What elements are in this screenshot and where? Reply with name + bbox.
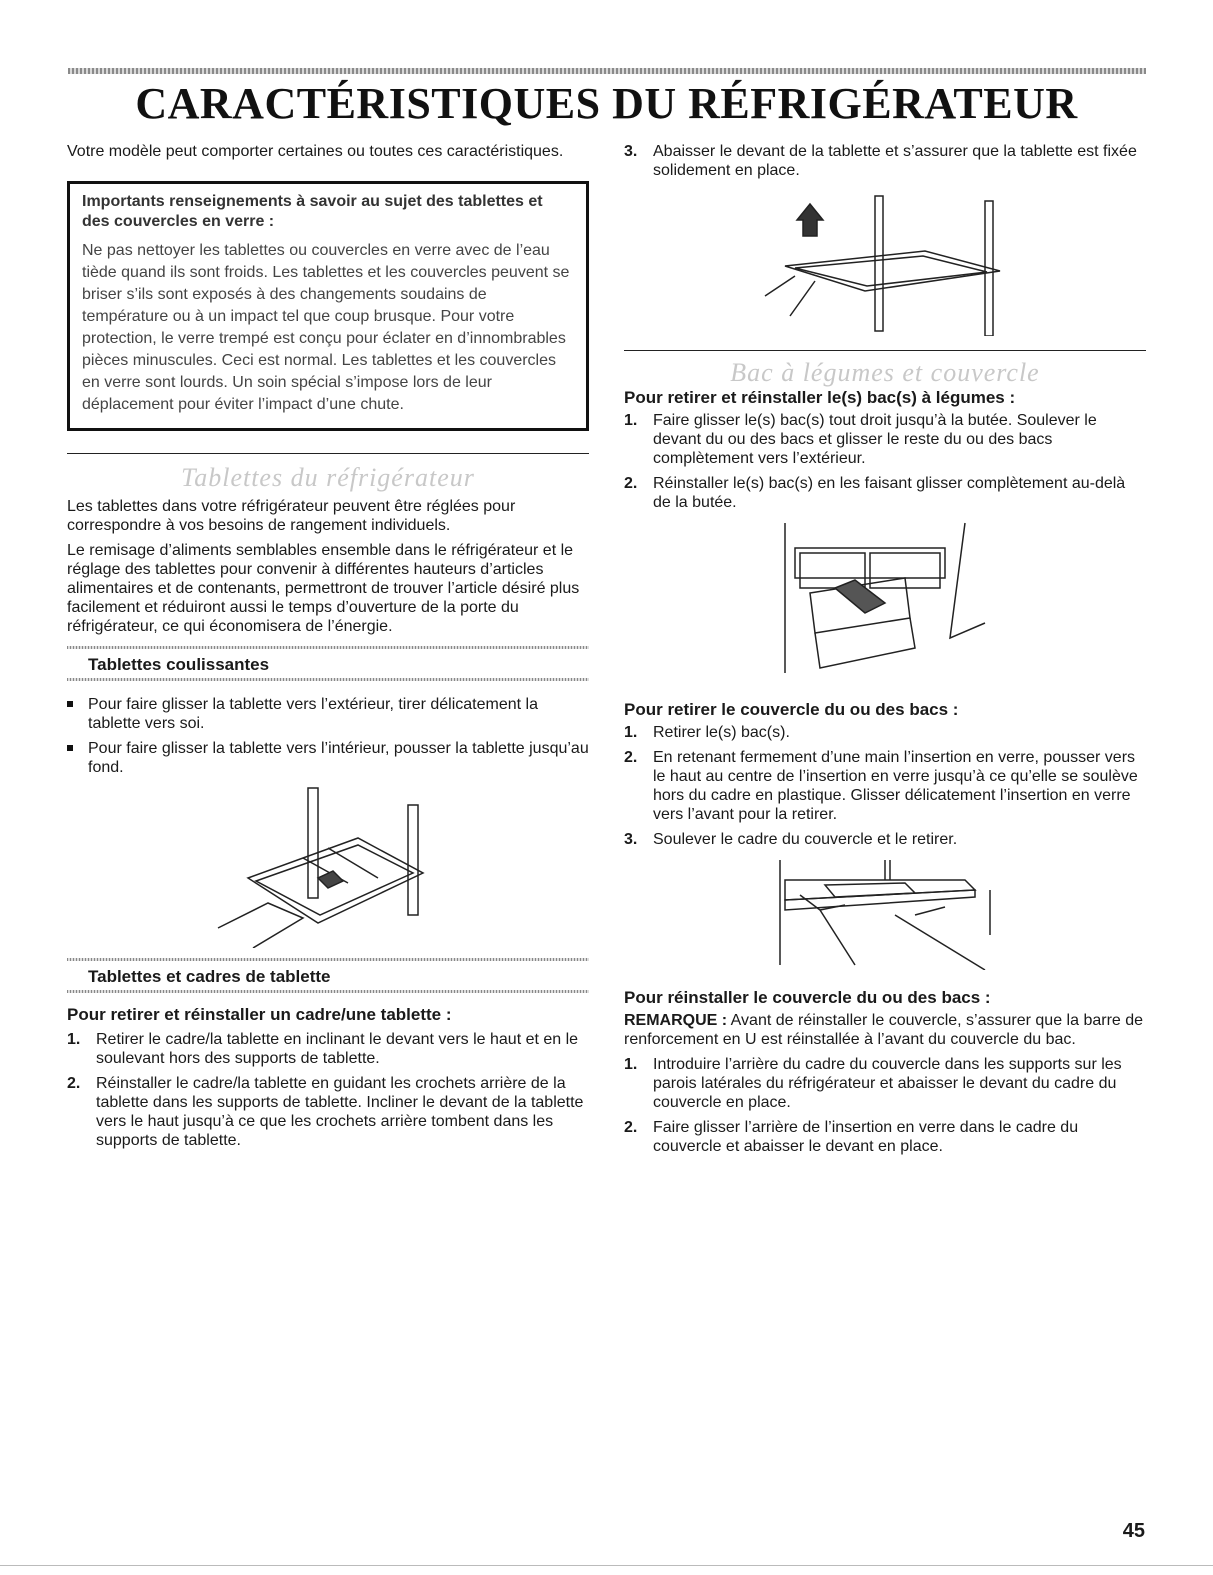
list-item: 3. Abaisser le devant de la tablette et s’assurer que la tablette est fixée solidement en place. — [624, 143, 1137, 179]
list-item: 2. Faire glisser l’arrière de l’insertion en verre dans le cadre du couvercle et abaisser le devant en place. — [624, 1119, 1079, 1155]
list-item: 2. Réinstaller le(s) bac(s) en les faisant glisser complètement au-delà de la butée. — [624, 475, 1126, 511]
shelf-step-3 — [624, 142, 1146, 180]
list-item: 1. Retirer le(s) bac(s). — [624, 724, 790, 741]
sliding-heading: Tablettes coulissantes — [88, 655, 270, 674]
note-paragraph — [624, 1011, 1146, 1049]
sliding-shelf-illustration — [208, 783, 448, 948]
intro-text: Votre modèle peut comporter certaines ou toutes ces caractéristiques. — [67, 143, 564, 160]
list-item: 1. Faire glisser le(s) bac(s) tout droit jusqu’à la butée. Soulever le devant du ou des bacs et glisser le reste du ou des bacs complètement vers l’extérieur. — [624, 412, 1097, 467]
right-column — [624, 142, 1146, 1162]
warning-title: Importants renseignements à savoir au sujet des tablettes et des couvercles en verre : — [82, 193, 543, 230]
crisper-heading: Bac à légumes et couvercle — [730, 358, 1040, 387]
frames-heading: Tablettes et cadres de tablette — [88, 967, 331, 986]
note-text: Avant de réinstaller le couvercle, s’assurer que la barre de renforcement en U est réinstallée à l’avant du couvercle du bac. — [624, 1012, 1144, 1048]
shelves-paragraph-1: Les tablettes dans votre réfrigérateur peuvent être réglées pour correspondre à vos besoins de rangement individuels. — [67, 498, 516, 534]
list-item: 1. Retirer le cadre/la tablette en inclinant le devant vers le haut et en le soulevant hors des supports de tablette. — [67, 1031, 579, 1067]
list-item: 1. Introduire l’arrière du cadre du couvercle dans les supports sur les parois latérales du réfrigérateur et abaisser le devant du cadre du couvercle en place. — [624, 1056, 1122, 1111]
shelves-paragraph-2: Le remisage d’aliments semblables ensemble dans le réfrigérateur et le réglage des tablettes pour convenir à différentes hauteurs d’articles alimentaires et de contenants, permettront de trouver l’article désiré plus facilement et réduiront aussi le temps d’ouverture de la porte du réfrigérateur, ce qui économisera de l’énergie. — [67, 542, 580, 635]
left-column — [67, 142, 589, 1156]
dotted-rule — [67, 678, 589, 681]
cover-install-steps — [624, 1055, 1146, 1156]
page-number: 45 — [1122, 1520, 1145, 1542]
cover-install-title: Pour réinstaller le couvercle du ou des bacs : — [624, 988, 991, 1007]
shelf-lower-illustration — [755, 186, 1015, 336]
dotted-rule — [67, 646, 589, 649]
list-item: 2. En retenant fermement d’une main l’insertion en verre, pousser vers le haut au centre de l’insertion en verre jusqu’à ce qu’elle se soulève hors du cadre en plastique. Glisser délicatement l’insertion en verre vers l’avant pour la retirer. — [624, 749, 1138, 823]
crisper-illustration — [775, 518, 995, 678]
list-item: Pour faire glisser la tablette vers l’intérieur, pousser la tablette jusqu’au fond. — [67, 739, 589, 777]
crisper-remove-title: Pour retirer et réinstaller le(s) bac(s) à légumes : — [624, 388, 1016, 407]
page-title: CARACTÉRISTIQUES DU RÉFRIGÉRATEUR — [135, 79, 1078, 128]
cover-illustration — [765, 855, 1005, 970]
frames-subheading: Pour retirer et réinstaller un cadre/une tablette : — [67, 1005, 452, 1024]
section-divider — [67, 453, 589, 454]
dotted-rule — [67, 958, 589, 961]
cover-remove-title: Pour retirer le couvercle du ou des bacs : — [624, 700, 959, 719]
crisper-remove-steps — [624, 411, 1146, 512]
cover-remove-steps — [624, 723, 1146, 849]
list-item: 3. Soulever le cadre du couvercle et le retirer. — [624, 831, 958, 848]
section-divider — [624, 350, 1146, 351]
frames-steps — [67, 1030, 589, 1150]
list-item: 2. Réinstaller le cadre/la tablette en guidant les crochets arrière de la tablette dans les supports de tablette. Incliner le devant de la tablette vers le haut jusqu’à ce que les crochets arrière tombent dans les supports de tablette. — [67, 1075, 584, 1149]
warning-box — [67, 181, 589, 431]
warning-body: Ne pas nettoyer les tablettes ou couvercles en verre avec de l’eau tiède quand ils sont froids. Les tablettes et les couvercles peuvent se briser s’ils sont exposés à des changements soudains de température ou à un impact tel que coup brusque. Pour votre protection, le verre trempé est conçu pour éclater en d’innombrables pièces minuscules. Ceci est normal. Les tablettes et les couvercles en verre sont lourds. Un soin spécial s’impose lors de leur déplacement pour éviter l’impact d’une chute. — [82, 242, 570, 413]
note-label: REMARQUE : — [624, 1012, 728, 1029]
shelves-heading: Tablettes du réfrigérateur — [181, 463, 475, 492]
bottom-rule — [0, 1565, 1213, 1566]
sliding-bullets — [67, 695, 589, 777]
list-item: Pour faire glisser la tablette vers l’extérieur, tirer délicatement la tablette vers soi. — [67, 695, 589, 733]
dotted-rule — [67, 990, 589, 993]
top-rule — [68, 68, 1146, 74]
